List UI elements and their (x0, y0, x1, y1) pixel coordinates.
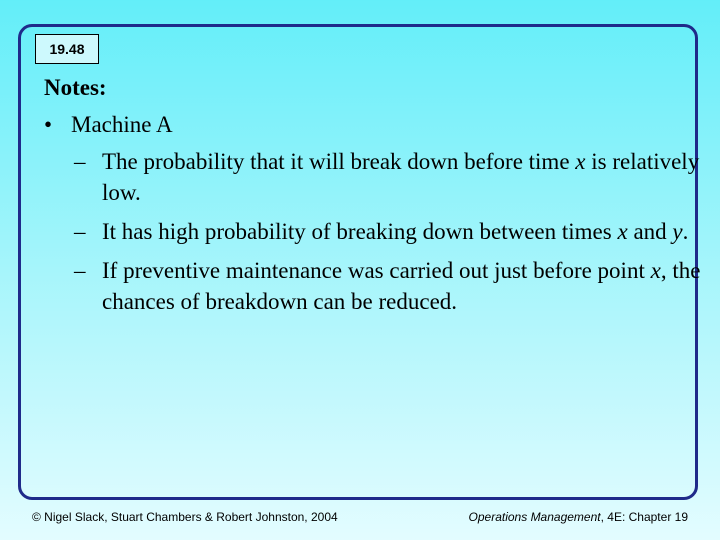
bullet-item (44, 109, 704, 140)
slide-number: 19.48 (35, 34, 99, 64)
bullet-icon: • (44, 112, 53, 137)
sub-item-1 (44, 146, 704, 208)
notes-heading: Notes: (44, 75, 107, 100)
sub-item-2-text: It has high probability of breaking down between times (102, 219, 618, 244)
variable-x: x (650, 258, 661, 283)
sub-item-2 (44, 216, 704, 247)
footer-book (469, 510, 688, 524)
variable-x: x (617, 219, 628, 244)
book-title: Operations Management (468, 510, 601, 524)
variable-y: y (672, 219, 683, 244)
bullet-text: Machine A (71, 112, 173, 137)
footer-copyright: © Nigel Slack, Stuart Chambers & Robert Johnston, 2004 (32, 510, 338, 524)
sub-item-1-text-end: is relatively low. (102, 149, 700, 205)
sub-item-3 (44, 255, 704, 317)
sub-item-3-text-end: , the chances of breakdown can be reduced. (102, 258, 701, 314)
sub-item-3-text: If preventive maintenance was carried out just before point (102, 258, 651, 283)
dash-icon: – (74, 258, 86, 283)
sub-item-1-text: The probability that it will break down before time (102, 149, 576, 174)
sub-item-2-text-end: . (682, 219, 689, 244)
sub-item-2-text-mid: and (627, 219, 673, 244)
variable-x: x (575, 149, 586, 174)
dash-icon: – (74, 219, 86, 244)
dash-icon: – (74, 149, 86, 174)
slide-content (44, 72, 704, 325)
book-edition: , 4E: Chapter 19 (600, 510, 688, 524)
